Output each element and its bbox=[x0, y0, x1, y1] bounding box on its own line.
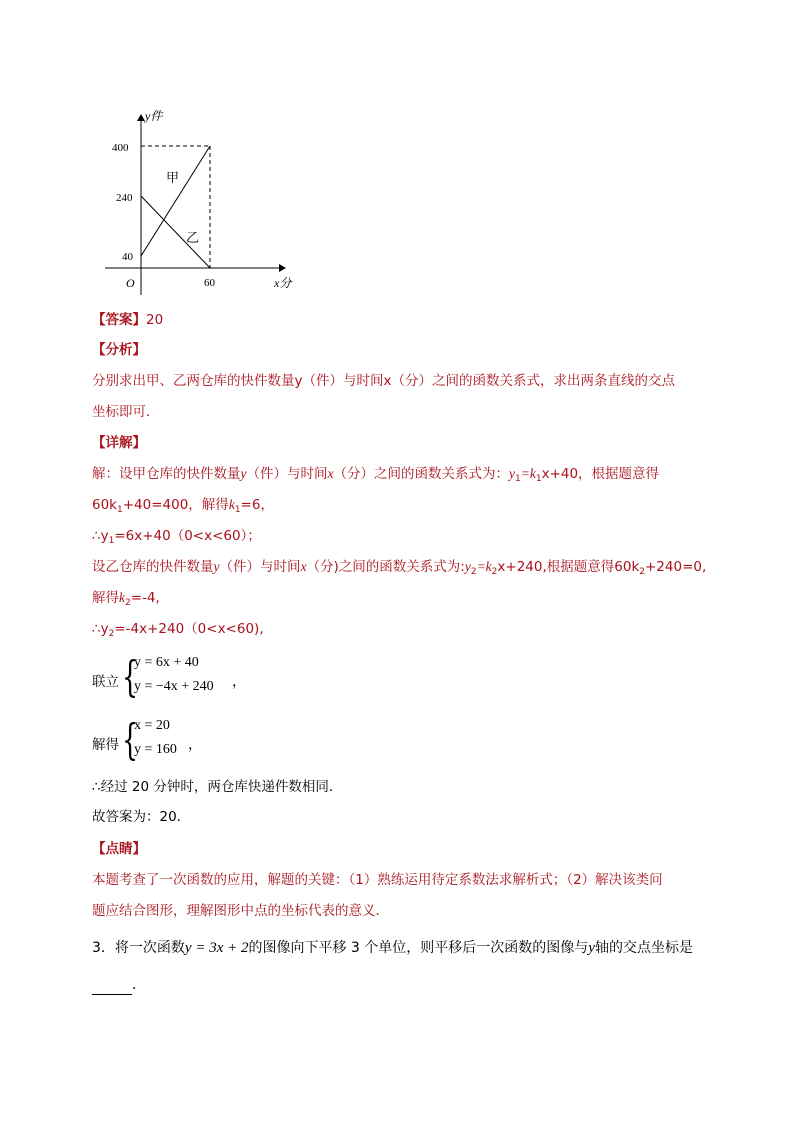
subscript: 1 bbox=[117, 505, 123, 515]
analysis-line-1: 分别求出甲、乙两仓库的快件数量y（件）与时间x（分）之间的函数关系式，求出两条直线的交点 bbox=[92, 373, 675, 389]
question-3-blank-line bbox=[92, 975, 146, 995]
var-y: y bbox=[509, 466, 515, 481]
answer-value: 20 bbox=[146, 312, 164, 328]
var-y: y bbox=[240, 466, 247, 481]
text: （件）与时间 bbox=[246, 466, 328, 482]
answer-line bbox=[92, 310, 163, 330]
line-b bbox=[141, 196, 210, 268]
var-y: y bbox=[464, 559, 471, 574]
text: （分）之间的函数关系式为： bbox=[333, 466, 509, 482]
subscript: 1 bbox=[535, 474, 542, 484]
line-a bbox=[141, 146, 210, 256]
y-tick-40: 40 bbox=[122, 251, 133, 263]
equation-1: x = 20 bbox=[134, 718, 170, 733]
formula: y = 3x + 2 bbox=[184, 940, 249, 956]
line-a-label: 甲 bbox=[166, 171, 180, 186]
text: x+240,根据题意得60k bbox=[497, 559, 640, 575]
question-number: 3． bbox=[92, 940, 115, 956]
comment-line-2: 题应结合图形，理解图形中点的坐标代表的意义． bbox=[92, 903, 389, 919]
var-y: y bbox=[588, 940, 595, 956]
answer-tag: 【答案】 bbox=[92, 312, 146, 328]
question-3 bbox=[92, 938, 693, 958]
detail-line-5 bbox=[92, 588, 160, 613]
y-tick-240: 240 bbox=[116, 192, 133, 204]
function-graph bbox=[100, 100, 300, 295]
text: +240=0, bbox=[645, 559, 707, 575]
text: 将一次函数 bbox=[114, 940, 185, 956]
var-k: k bbox=[119, 590, 125, 605]
y-axis-label: y件 bbox=[145, 109, 163, 123]
text: ∴y bbox=[92, 621, 109, 637]
text: ． bbox=[132, 977, 146, 993]
system-label: 解得 bbox=[92, 737, 119, 753]
detail-tag: 【详解】 bbox=[92, 435, 146, 451]
var-y: y bbox=[213, 559, 220, 574]
y-tick-400: 400 bbox=[112, 142, 129, 154]
text: =-4, bbox=[130, 590, 160, 606]
subscript: 1 bbox=[515, 474, 521, 484]
comment-line-1: 本题考查了一次函数的应用，解题的关键：（1）熟练运用待定系数法求解析式；（2）解决该类问 bbox=[92, 872, 663, 888]
var-k: =k bbox=[520, 466, 536, 481]
text: 设乙仓库的快件数量 bbox=[92, 559, 214, 575]
comma: ， bbox=[232, 674, 246, 690]
detail-line-6 bbox=[92, 619, 264, 644]
equation-2: y = −4x + 240 bbox=[134, 679, 214, 694]
line-b-label: 乙 bbox=[186, 231, 200, 246]
text: （件）与时间 bbox=[219, 559, 301, 575]
text: 60k bbox=[92, 497, 117, 513]
x-tick-60: 60 bbox=[204, 277, 215, 289]
var-k: =k bbox=[476, 559, 492, 574]
answer-blank[interactable] bbox=[92, 980, 132, 995]
subscript: 2 bbox=[491, 567, 498, 577]
comma: ， bbox=[188, 737, 202, 753]
subscript: 1 bbox=[234, 505, 241, 515]
subscript: 2 bbox=[125, 598, 131, 608]
detail-line-4 bbox=[92, 557, 706, 582]
origin-label: O bbox=[126, 276, 135, 290]
subscript: 2 bbox=[639, 567, 645, 577]
subscript: 1 bbox=[108, 536, 115, 546]
equation-2: y = 160 bbox=[134, 742, 177, 757]
text: 解得 bbox=[92, 590, 119, 606]
text: =6， bbox=[240, 497, 274, 513]
text: 轴的交点坐标是 bbox=[594, 940, 693, 956]
detail-line-1 bbox=[92, 464, 659, 489]
analysis-line-2: 坐标即可． bbox=[92, 404, 160, 420]
x-axis-label: x分 bbox=[274, 276, 292, 290]
text: 解：设甲仓库的快件数量 bbox=[92, 466, 241, 482]
text: 的图像向下平移 3 个单位，则平移后一次函数的图像与 bbox=[248, 940, 589, 956]
detail-line-3 bbox=[92, 526, 261, 551]
system-label: 联立 bbox=[92, 674, 119, 690]
text: （分)之间的函数关系式为: bbox=[306, 559, 465, 575]
text: ∴y bbox=[92, 528, 109, 544]
text: =6x+40（0<x<60）； bbox=[114, 528, 261, 544]
detail-line-2 bbox=[92, 495, 274, 520]
brace-icon: { bbox=[122, 652, 139, 701]
var-x: x bbox=[300, 559, 307, 574]
var-k: k bbox=[228, 497, 235, 512]
equation-1: y = 6x + 40 bbox=[134, 655, 199, 670]
subscript: 2 bbox=[470, 567, 477, 577]
var-x: x bbox=[327, 466, 334, 481]
subscript: 2 bbox=[108, 629, 115, 639]
text: +40=400，解得 bbox=[122, 497, 229, 513]
analysis-tag: 【分析】 bbox=[92, 342, 146, 358]
text: x+40，根据题意得 bbox=[541, 466, 660, 482]
conclusion-line-2: 故答案为：20． bbox=[92, 809, 191, 825]
conclusion-line-1: ∴经过 20 分钟时，两仓库快递件数相同． bbox=[92, 779, 343, 795]
brace-icon: { bbox=[122, 715, 139, 764]
text: =-4x+240（0<x<60), bbox=[114, 621, 264, 637]
comment-tag: 【点睛】 bbox=[92, 841, 146, 857]
